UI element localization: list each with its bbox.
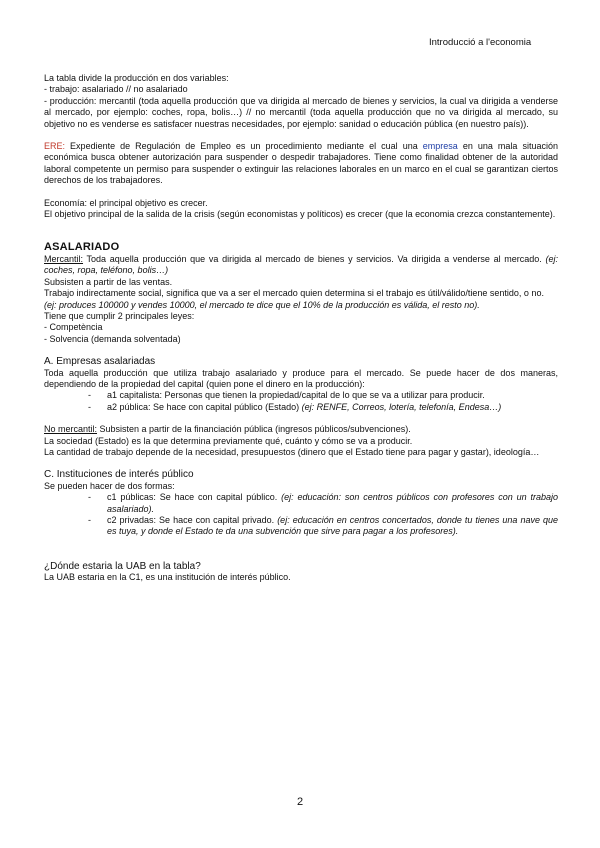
list-item-c1: - c1 públicas: Se hace con capital público. (ej: educación: son centros públicos con profesores con un trabajo asalariado). [88, 492, 559, 514]
list-item-c2: - c2 privadas: Se hace con capital privado. (ej: educación en centros concertados, donde tu tienes una nave que es tuya, y donde el Estado te da una subvención que sirve para pagar a los profesores). [88, 515, 558, 537]
instituciones-heading: C. Instituciones de interés público [44, 469, 194, 481]
instituciones-intro: Se pueden hacer de dos formas: [44, 480, 175, 491]
variable-trabajo: - trabajo: asalariado // no asalariado [44, 84, 188, 95]
no-mercantil-paragraph: No mercantil: Subsisten a partir de la financiación pública (ingresos públicos/subvenciones). [44, 424, 411, 435]
solvencia-item: - Solvencia (demanda solventada) [44, 333, 181, 344]
trabajo-line: Trabajo indirectamente social, significa que va a ser el mercado quien determina si el trabajo es útil/válido/tiene sentido, o no. [44, 288, 544, 299]
empresas-text: Toda aquella producción que utiliza trabajo asalariado y produce para el mercado. Se puede hacer de dos maneras, dependiendo de la propiedad del capital (quien pone el dinero en la producción): [44, 367, 558, 389]
variable-produccion: - producción: mercantil (toda aquella producción que va dirigida al mercado de bienes y servicios, la cual va dirigida a venderse al mercado, por ejemplo: coches, ropa, bolis…) // no mercantil (toda aquella producción que no va dirigida al mercado, su objetivo no es venderse es satisfacer nuestras necesidades, por ejemplo: sanidad o educación pública (en nuestro país)). [44, 95, 558, 129]
uab-question: ¿Dónde estaria la UAB en la tabla? [44, 560, 201, 572]
table-intro: La tabla divide la producción en dos variables: [44, 73, 229, 83]
ere-paragraph: ERE: Expediente de Regulación de Empleo es un procedimiento mediante el cual una empresa en una mala situación económica busca obtener autorización para suspender o despedir trabajadores. Tiene como finalidad obtener de la autoridad laboral competente un permiso para suspender o extinguir las relaciones laborales en un marco en el cual se garantizan ciertos derechos de los trabajadores. [44, 141, 559, 186]
mercantil-paragraph: Mercantil: Toda aquella producción que va dirigida al mercado de bienes y servicios. Va dirigida a venderse al mercado. (ej: coches, ropa, teléfono, bolis…) [44, 253, 558, 276]
list-item-a2: - a2 pública: Se hace con capital público (Estado) (ej: RENFE, Correos, lotería, telefonía, Endesa…) [88, 401, 502, 412]
ejemplo-line: (ej: produces 100000 y vendes 10000, el mercado te dice que el 10% de la producción es válida, el resto no). [44, 299, 480, 310]
uab-answer: La UAB estaria en la C1, es una institución de interés público. [44, 572, 291, 583]
no-mercantil-label: No mercantil: [44, 424, 98, 435]
economia-line: Economía: el principal objetivo es crecer. [44, 197, 208, 208]
empresa-link[interactable]: empresa [422, 141, 458, 152]
list-item-a1: - a1 capitalista: Personas que tienen la propiedad/capital de lo que se va a utilizar para producir. [88, 390, 485, 401]
empresas-heading: A. Empresas asalariadas [44, 356, 156, 368]
ventas-line: Subsisten a partir de las ventas. [44, 276, 173, 287]
mercantil-label: Mercantil: [44, 253, 84, 264]
ere-label: ERE: [44, 141, 66, 152]
leyes-line: Tiene que cumplir 2 principales leyes: [44, 310, 195, 321]
sociedad-line: La sociedad (Estado) es la que determina previamente qué, cuánto y cómo se va a producir. [44, 435, 413, 446]
competencia-item: - Competència [44, 322, 103, 333]
page-header: Introducció a l'economia [429, 37, 532, 48]
page-number: 2 [296, 796, 304, 808]
cantidad-line: La cantidad de trabajo depende de la necesidad, presupuestos (dinero que el Estado tiene para pagar y gastar), ideología… [44, 446, 540, 457]
asalariado-heading: ASALARIADO [44, 241, 120, 254]
page-content [44, 73, 558, 584]
economia-objetivo: El objetivo principal de la salida de la crisis (según economistas y políticos) es crecer (que la economia crezca constantemente). [44, 209, 556, 220]
